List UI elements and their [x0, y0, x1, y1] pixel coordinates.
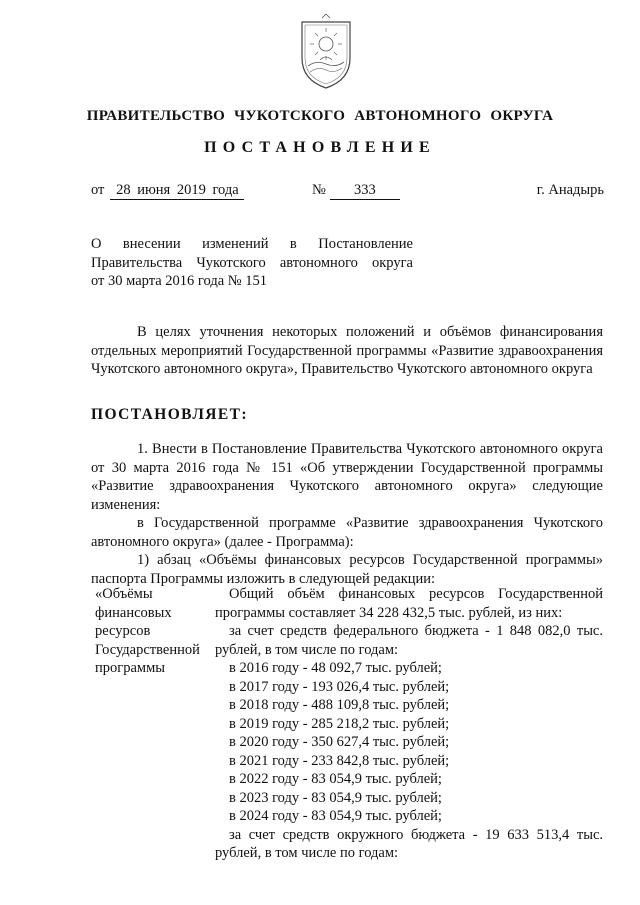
table-label-line: Государственной	[95, 641, 200, 658]
table-label-line: программы	[95, 660, 165, 676]
item-1-sub-paragraph: в Государственной программе «Развитие здравоохранения Чукотского автономного округа» (далее - Программа):	[91, 515, 603, 550]
federal-year-item: в 2022 году - 83 054,9 тыс. рублей;	[229, 771, 442, 787]
federal-budget-text: за счет средств федерального бюджета - 1 848 082,0 тыс. рублей, в том числе по годам:	[215, 623, 603, 658]
item-1-paragraph: 1. Внести в Постановление Правительства Чукотского автономного округа от 30 марта 2016 года № 151 «Об утверждении Государственной программы «Развитие здравоохранения Чукотского автономного округа» следующие изменения:	[91, 441, 603, 513]
federal-year-item: в 2016 году - 48 092,7 тыс. рублей;	[229, 660, 442, 676]
resolution-body	[91, 440, 603, 588]
number-field	[312, 182, 400, 200]
date-label: от	[91, 182, 105, 198]
chukotka-coat-of-arms-icon	[296, 14, 356, 90]
federal-year-item: в 2023 году - 83 054,9 тыс. рублей;	[229, 789, 442, 806]
subject-line: от 30 марта 2016 года № 151	[91, 273, 267, 289]
table-label-line: ресурсов	[95, 623, 151, 639]
subject-block	[91, 235, 413, 291]
table-label-line: «Объёмы	[95, 586, 153, 602]
number-value: 333	[330, 182, 400, 200]
item-1-1-paragraph: 1) абзац «Объёмы финансовых ресурсов Государственной программы» паспорта Программы изложить в следующей редакции:	[91, 552, 603, 587]
district-budget-text: за счет средств окружного бюджета - 19 633 513,4 тыс. рублей, в том числе по годам:	[215, 826, 603, 861]
city: г. Анадырь	[536, 182, 604, 198]
intro-paragraph: В целях уточнения некоторых положений и объёмов финансирования отдельных мероприятий Государственной программы «Развитие здравоохранения Чукотского автономного округа», Правительство Чукотского автономного округа	[91, 324, 603, 377]
table-label-cell	[95, 585, 213, 678]
table-value-cell	[215, 585, 603, 863]
federal-year-item: в 2024 году - 83 054,9 тыс. рублей;	[229, 808, 442, 824]
federal-year-item: в 2020 году - 350 627,4 тыс. рублей;	[229, 734, 450, 750]
number-label: №	[312, 182, 326, 198]
federal-year-item: в 2021 году - 233 842,8 тыс. рублей;	[229, 752, 450, 769]
resolves-heading: ПОСТАНОВЛЯЕТ:	[91, 406, 248, 423]
federal-year-item: в 2017 году - 193 026,4 тыс. рублей;	[229, 678, 450, 695]
federal-year-item: в 2019 году - 285 218,2 тыс. рублей;	[229, 715, 450, 732]
government-title: ПРАВИТЕЛЬСТВО ЧУКОТСКОГО АВТОНОМНОГО ОКРУГА	[86, 108, 554, 124]
subject-line: О внесении изменений в Постановление	[91, 236, 413, 252]
table-label-line: финансовых	[95, 604, 172, 621]
total-funding-text: Общий объём финансовых ресурсов Государственной программы составляет 34 228 432,5 тыс. рублей, из них:	[215, 586, 603, 621]
date-field	[91, 182, 244, 200]
date-value: 28 июня 2019 года	[110, 182, 244, 200]
federal-year-item: в 2018 году - 488 109,8 тыс. рублей;	[229, 697, 450, 713]
document-type-title: ПОСТАНОВЛЕНИЕ	[204, 139, 436, 156]
subject-line: Правительства Чукотского автономного округа	[91, 254, 413, 271]
